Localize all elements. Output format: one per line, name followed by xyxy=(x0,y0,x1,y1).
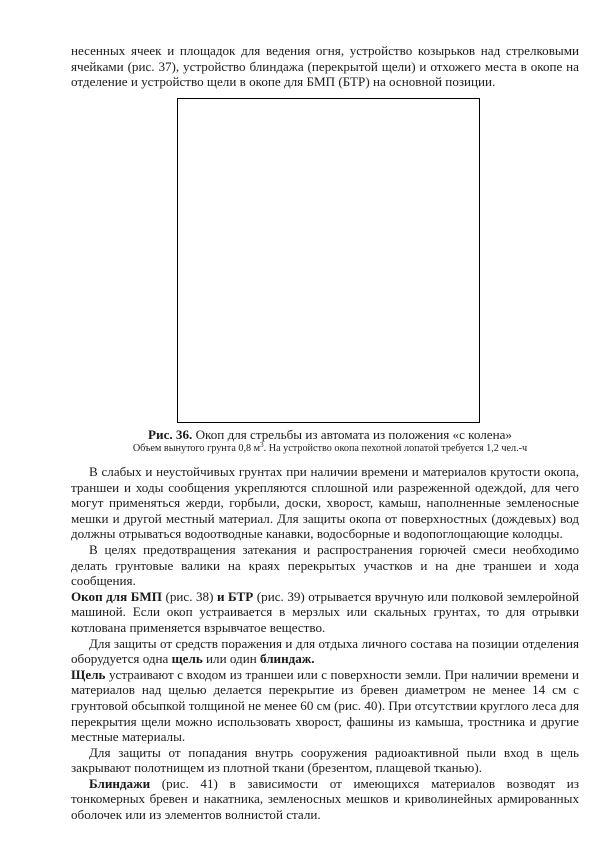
body-text xyxy=(71,464,579,823)
top-paragraph: несенных ячеек и площадок для ведения огня, устройство козырьков над стрелковыми ячейками (рис. 37), устройство блиндажа (перекрытой щели) и отхожего места в окопе на отделение и устройство щели в окопе для БМП (БТР) на основной позиции. xyxy=(71,43,579,90)
figure-note: Объем вынутого грунта 0,8 $м^3$. На устройство окопа пехотной лопатой требуется 1,2 чел.-ч xyxy=(132,441,528,454)
paragraph-dust-protection: Для защиты от попадания внутрь сооружения радиоактивной пыли вход в щель закрывают полотнищем из плотной ткани (брезентом, плащевой тканью). xyxy=(71,744,579,776)
figure-36-image xyxy=(177,98,480,423)
paragraph-soil-reinforcement: В слабых и неустойчивых грунтах при наличии времени и материалов крутости окопа, траншеи и ходы сообщения укрепляются сплошной или разреженной одеждой, для чего могут применяться жерди, горбыли, доски, хворост, камыш, наполненные земленосные мешки и другой местный материал. Для защиты окопа от поверхностных (дождевых) вод должны отрываться водоотводные канавки, водосборные и водопоглощающие колодцы. xyxy=(71,464,579,542)
figure-caption xyxy=(60,427,600,455)
paragraph-dugouts: Блиндажи (рис. 41) в зависимости от имеющихся материалов возводят из тонкомерных бревен и накатника, земленосных мешков и криволинейных армированных оболочек или из элементов волнистой стали. xyxy=(71,775,579,823)
figure-label: Рис. 36. xyxy=(148,427,193,442)
paragraph-slit: Щель устраивают с входом из траншеи или с поверхности земли. При наличии времени и материалов над щелью делается перекрытие из бревен диаметром не менее 14 см с грунтовой обсыпкой толщиной не менее 60 см (рис. 40). При отсутствии круглого леса для перекрытия щели можно использовать хворост, фашины из камыша, тростника и другие местные материалы. xyxy=(71,666,579,745)
top-text xyxy=(71,43,579,90)
paragraph-shelter: Для защиты от средств поражения и для отдыха личного состава на позиции отделения оборудуется одна щель или один блиндаж. xyxy=(71,635,579,667)
paragraph-fire-protection: В целях предотвращения затекания и распространения горючей смеси необходимо делать грунтовые валики на краях перекрытых участков и на дне траншеи и хода сообщения. xyxy=(71,541,579,589)
paragraph-bmp-trench: Окоп для БМП (рис. 38) и БТР (рис. 39) отрывается вручную или полковой землеройной машиной. Если окоп устраивается в мерзлых или скальных грунтах, то для отрывки котлована применяется взрывчатое вещество. xyxy=(71,588,579,635)
figure-title: Рис. 36. Окоп для стрельбы из автомата из положения «с колена» xyxy=(148,427,512,442)
